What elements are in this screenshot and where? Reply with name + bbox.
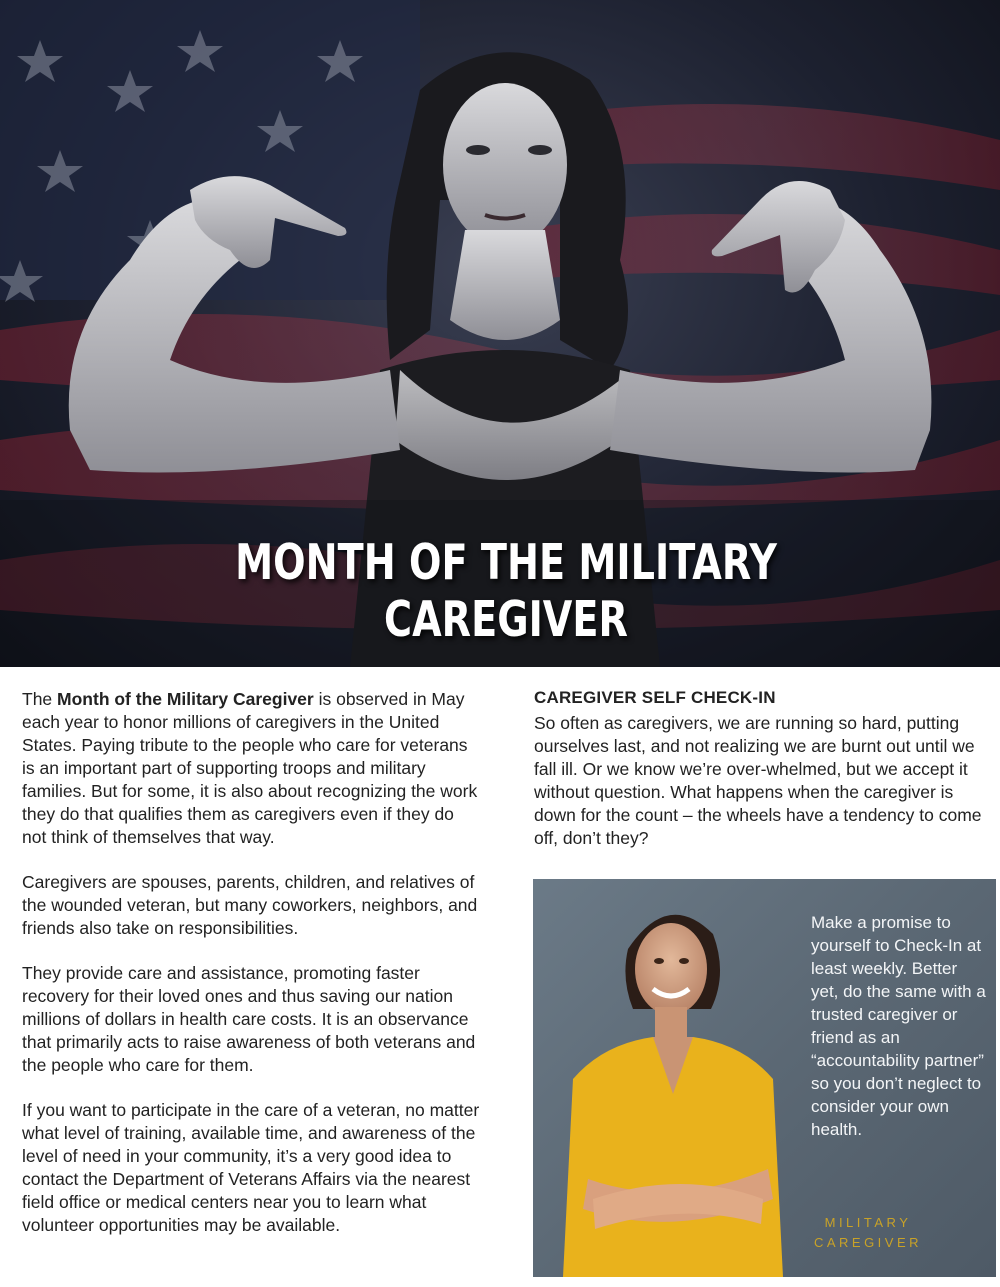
care-assistance-paragraph: They provide care and assistance, promoting faster recovery for their loved ones and thus saving our nation millions of dollars in health care costs. It is an observance that primarily acts to raise awareness of both veterans and the people who care for them. bbox=[22, 963, 476, 1075]
logo-line-2: CAREGIVER bbox=[813, 1235, 923, 1250]
logo-line-1: MILITARY bbox=[824, 1215, 912, 1230]
military-caregiver-logo bbox=[803, 1213, 933, 1253]
self-check-heading: CAREGIVER SELF CHECK-IN bbox=[534, 688, 776, 707]
caregivers-paragraph: Caregivers are spouses, parents, children, and relatives of the wounded veteran, but many coworkers, neighbors, and friends also take on responsibilities. bbox=[22, 872, 478, 938]
hero-title: MONTH OF THE MILITARY CAREGIVER bbox=[235, 534, 777, 648]
self-check-body: So often as caregivers, we are running so hard, putting ourselves last, and not realizing we are burnt out until we fall ill. Or we know we’re over-whelmed, but we accept it without question. What happens when the caregiver is down for the count – the wheels have a tendency to come off, don’t they? bbox=[534, 713, 982, 848]
intro-paragraph bbox=[22, 688, 482, 849]
right-column bbox=[534, 688, 989, 850]
intro-lead: The bbox=[22, 689, 58, 709]
promise-card bbox=[533, 879, 996, 1277]
intro-bold-term: Month of the Military Caregiver bbox=[57, 689, 314, 709]
promise-text: Make a promise to yourself to Check-In at least weekly. Better yet, do the same with a trusted caregiver or friend as an “accountability partner” so you don’t neglect to consider your own health. bbox=[811, 913, 986, 1139]
intro-rest: is observed in May each year to honor millions of caregivers in the United States. Paying tribute to the people who care for veterans is an important part of supporting troops and military families. But for some, it is also about recognizing the work they do that qualifies them as caregivers even if they do not think of themselves that way. bbox=[22, 689, 478, 847]
left-column bbox=[22, 688, 482, 1259]
participate-paragraph: If you want to participate in the care of a veteran, no matter what level of training, available time, and awareness of the level of need in your community, it’s a very good idea to contact the Department of Veterans Affairs via the nearest field office or medical centers near you to learn what volunteer opportunities may be available. bbox=[22, 1100, 480, 1235]
